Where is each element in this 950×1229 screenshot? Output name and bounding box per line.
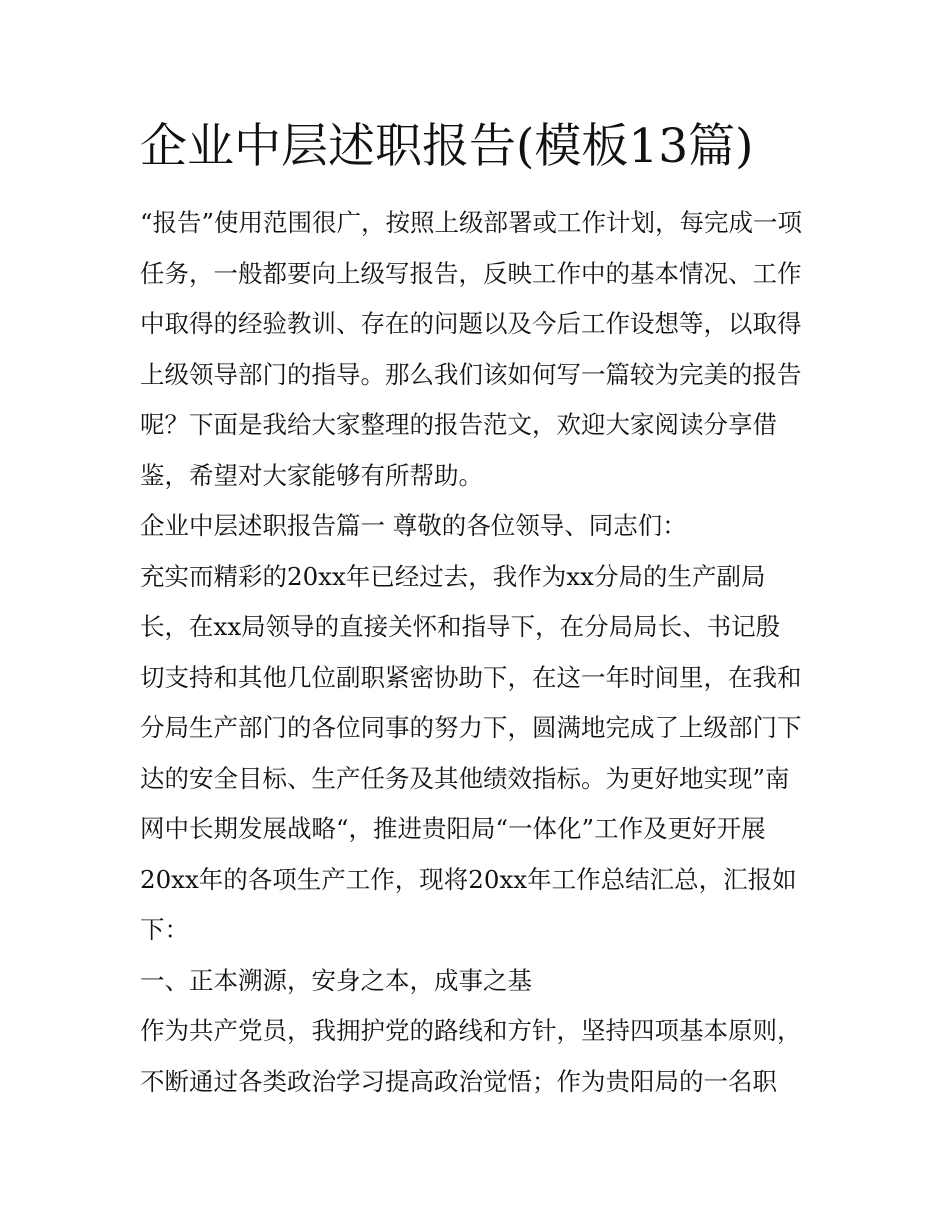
body-line: 呢？下面是我给大家整理的报告范文，欢迎大家阅读分享借 bbox=[140, 410, 777, 439]
body-line: 鉴，希望对大家能够有所帮助。 bbox=[140, 460, 483, 490]
body-line: 充实而精彩的20xx年已经过去，我作为xx分局的生产副局 bbox=[140, 561, 766, 591]
body-line: 切支持和其他几位副职紧密协助下，在这一年时间里，在我和 bbox=[140, 662, 802, 692]
body-line: 长，在xx局领导的直接关怀和指导下，在分局局长、书记殷 bbox=[140, 612, 781, 641]
body-line: 20xx年的各项生产工作，现将20xx年工作总结汇总，汇报如 bbox=[140, 864, 797, 894]
body-line: 作为共产党员，我拥护党的路线和方针，坚持四项基本原则， bbox=[140, 1016, 802, 1045]
body-line: 不断通过各类政治学习提高政治觉悟；作为贵阳局的一名职 bbox=[140, 1066, 777, 1096]
body-line: 上级领导部门的指导。那么我们该如何写一篇较为完美的报告 bbox=[140, 359, 802, 389]
document-title: 企业中层述职报告(模板13篇) bbox=[140, 119, 754, 174]
body-line: 任务，一般都要向上级写报告，反映工作中的基本情况、工作 bbox=[140, 258, 802, 288]
body-line: 达的安全目标、生产任务及其他绩效指标。为更好地实现”南 bbox=[140, 763, 790, 793]
section-heading-line: 企业中层述职报告篇一 尊敬的各位领导、同志们： bbox=[140, 511, 687, 540]
document-body bbox=[140, 198, 820, 1107]
body-line: 中取得的经验教训、存在的问题以及今后工作设想等，以取得 bbox=[140, 309, 802, 338]
body-line: 网中长期发展战略“，推进贵阳局“一体化”工作及更好开展 bbox=[140, 814, 766, 843]
body-line: 下： bbox=[140, 915, 189, 944]
body-line: “报告”使用范围很广，按照上级部署或工作计划，每完成一项 bbox=[140, 208, 803, 237]
section-heading-line: 一、正本溯源，安身之本，成事之基 bbox=[140, 965, 532, 995]
body-line: 分局生产部门的各位同事的努力下，圆满地完成了上级部门下 bbox=[140, 713, 802, 742]
